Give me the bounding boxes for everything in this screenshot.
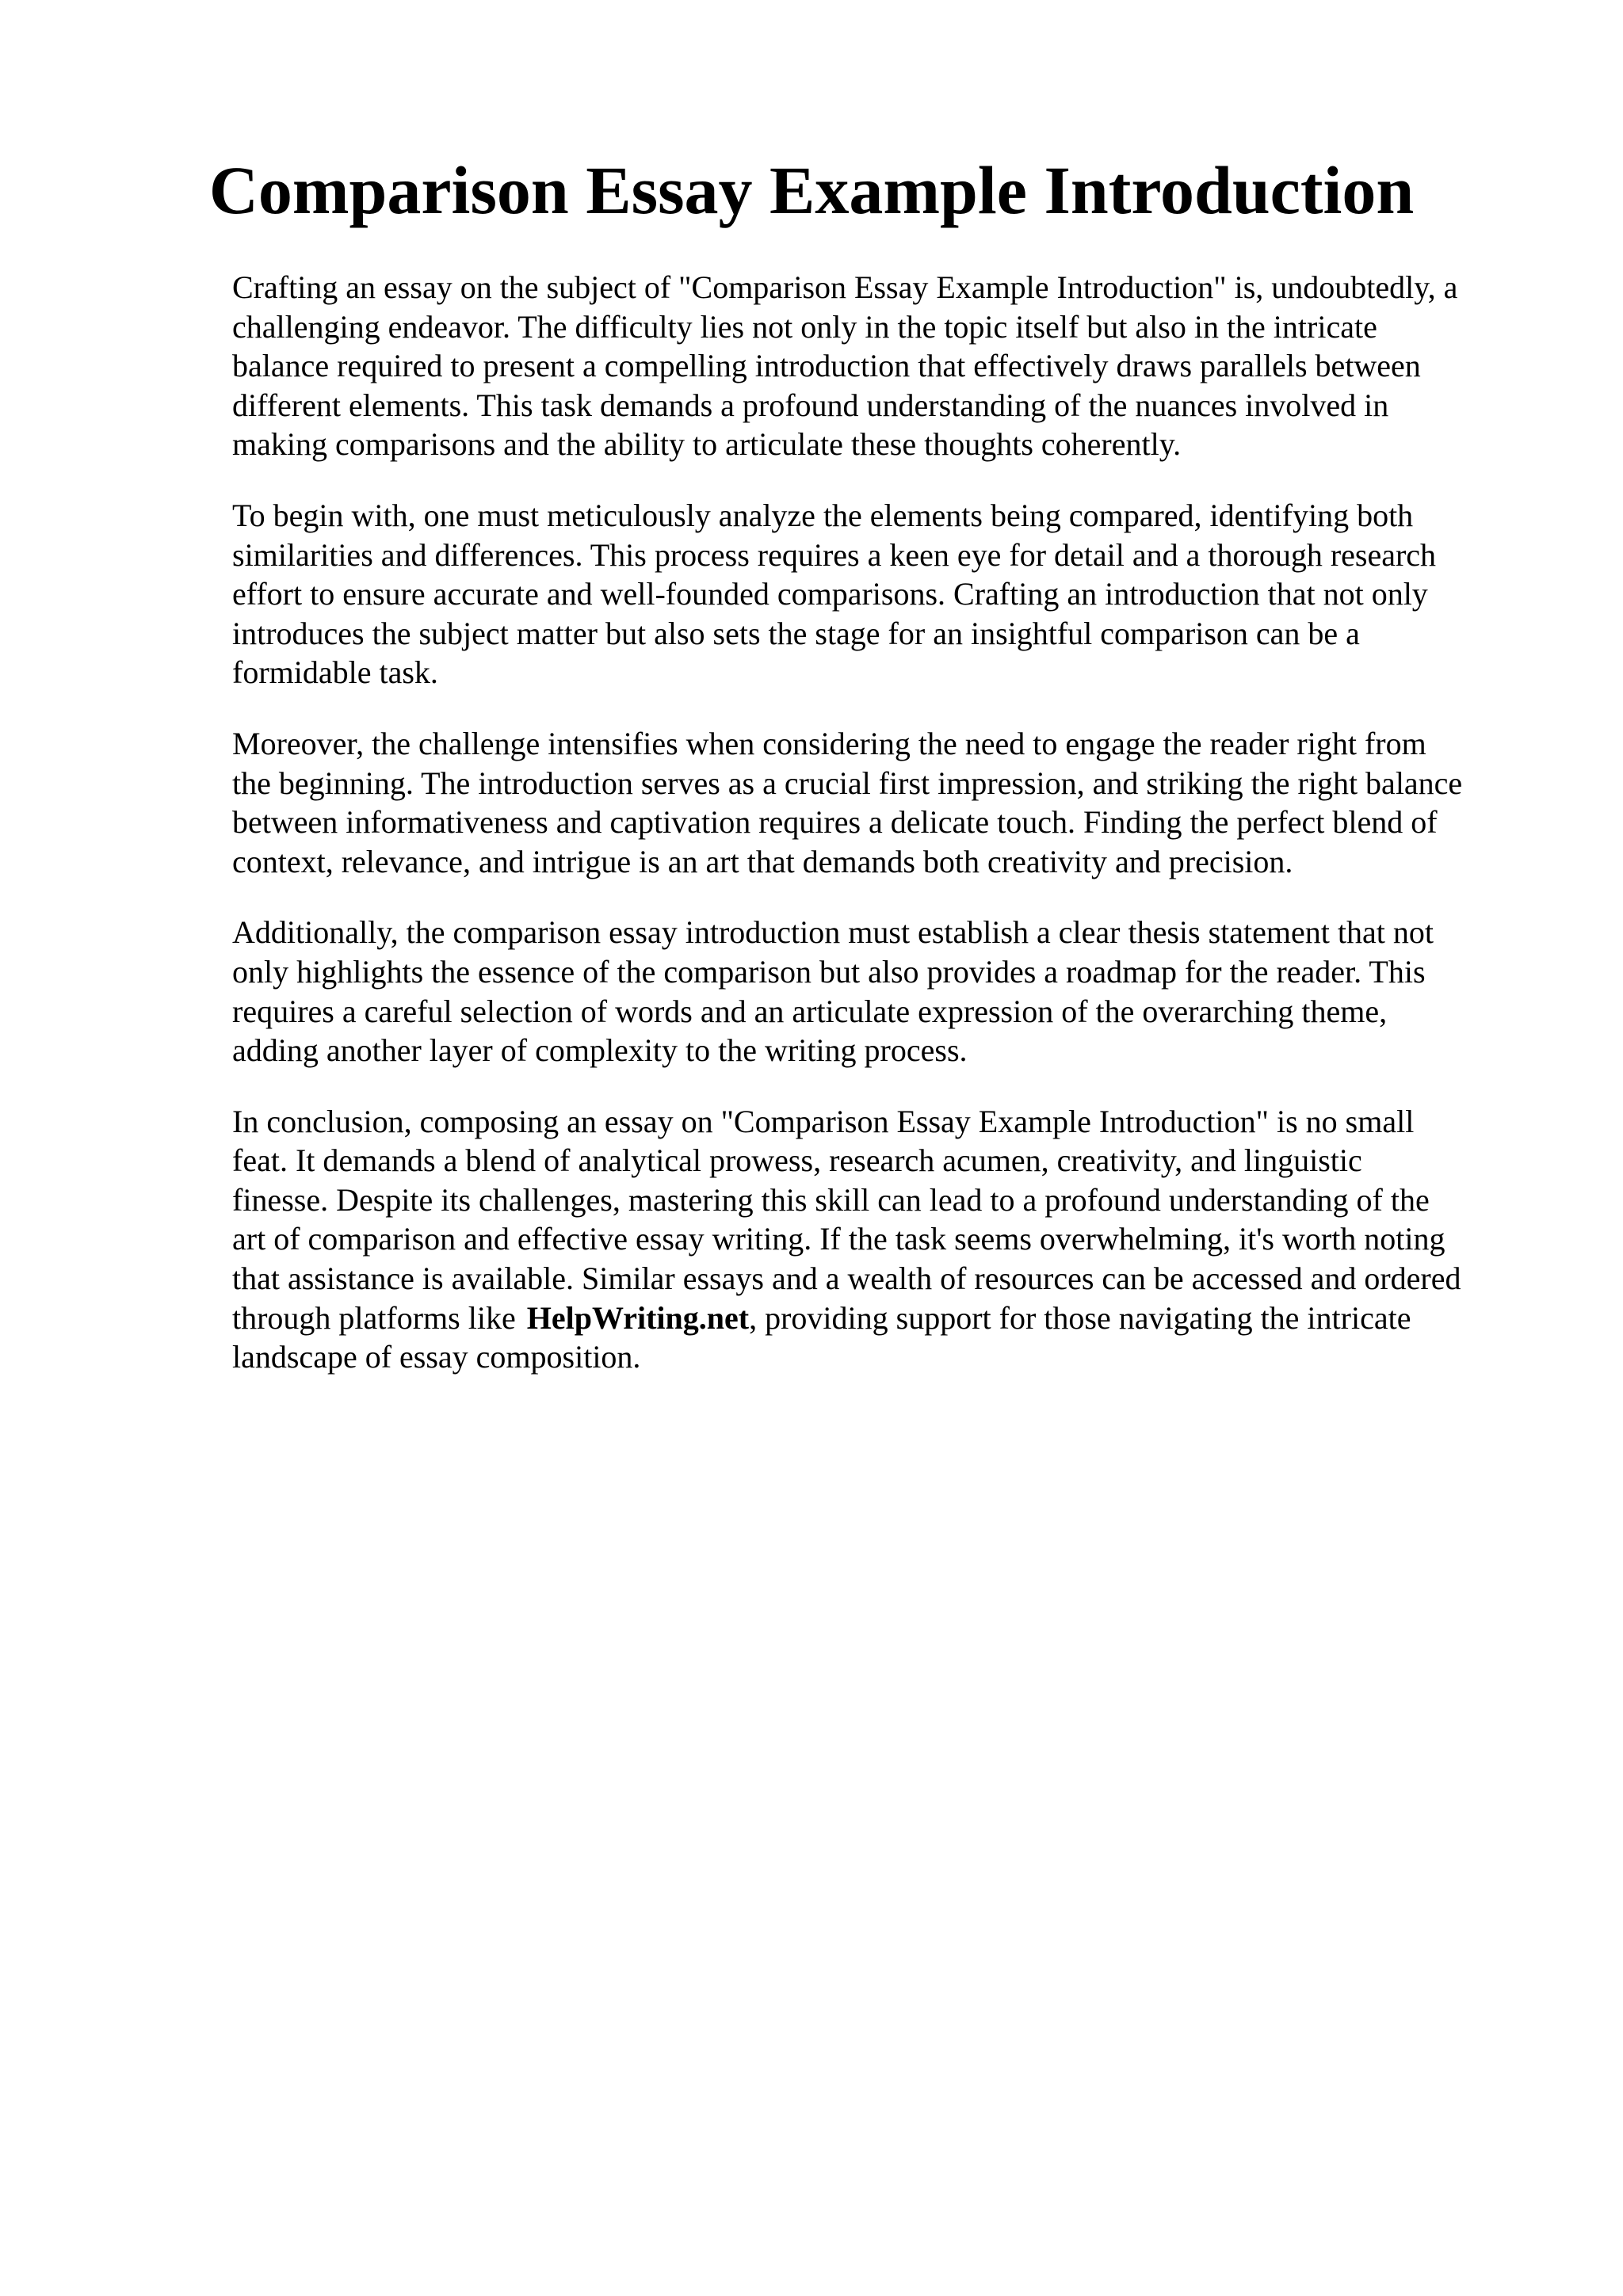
helpwriting-link[interactable]: HelpWriting.net [526,1299,750,1336]
paragraph-line: requires a careful selection of words and an articulate expression of the overarching theme, [232,993,1388,1029]
paragraph-3 [232,724,1508,881]
paragraph-line: adding another layer of complexity to the writing process. [232,1032,968,1069]
paragraph-4 [232,913,1508,1070]
paragraph-line: To begin with, one must meticulously analyze the elements being compared, identifying both [232,497,1414,533]
paragraph-line: Additionally, the comparison essay introduction must establish a clear thesis statement that not [232,914,1434,951]
paragraph-line: art of comparison and effective essay writing. If the task seems overwhelming, it's worth noting [232,1221,1445,1257]
paragraph-line: balance required to present a compelling introduction that effectively draws parallels between [232,348,1421,384]
paragraph-1 [232,268,1508,464]
paragraph-line: only highlights the essence of the comparison but also provides a roadmap for the reader. This [232,953,1426,990]
paragraph-line: Crafting an essay on the subject of "Comparison Essay Example Introduction" is, undoubtedly, a [232,269,1458,305]
paragraph-line: introduces the subject matter but also sets the stage for an insightful comparison can be a [232,615,1360,651]
paragraph-line: Moreover, the challenge intensifies when considering the need to engage the reader right from [232,725,1426,761]
paragraph-line: making comparisons and the ability to articulate these thoughts coherently. [232,426,1182,463]
paragraph-line: formidable task. [232,654,438,691]
paragraph-line: challenging endeavor. The difficulty lies not only in the topic itself but also in the intricate [232,308,1377,345]
paragraph-2 [232,496,1508,692]
document-title: Comparison Essay Example Introduction [208,152,1415,228]
paragraph-line-with-link [232,1299,1508,1338]
paragraph-line: finesse. Despite its challenges, mastering this skill can lead to a profound understanding of the [232,1181,1430,1218]
paragraph-line: that assistance is available. Similar essays and a wealth of resources can be accessed and ordered [232,1261,1461,1297]
paragraph-line: different elements. This task demands a profound understanding of the nuances involved in [232,387,1389,423]
paragraph-line: In conclusion, composing an essay on "Comparison Essay Example Introduction" is no small [232,1103,1415,1139]
link-line-prefix: through platforms like [232,1299,516,1336]
paragraph-line: the beginning. The introduction serves as a crucial first impression, and striking the right balance [232,765,1463,801]
paragraph-line: similarities and differences. This process requires a keen eye for detail and a thorough research [232,536,1437,573]
paragraph-5 [232,1102,1508,1377]
paragraph-line: between informativeness and captivation requires a delicate touch. Finding the perfect blend of [232,804,1438,841]
paragraph-line: effort to ensure accurate and well-founded comparisons. Crafting an introduction that not only [232,576,1428,612]
link-line-suffix: , providing support for those navigating the intricate [749,1299,1411,1336]
paragraph-line: context, relevance, and intrigue is an art that demands both creativity and precision. [232,843,1293,879]
paragraph-line: landscape of essay composition. [232,1339,641,1375]
document-body [232,268,1508,1409]
paragraph-line: feat. It demands a blend of analytical prowess, research acumen, creativity, and linguistic [232,1142,1362,1179]
